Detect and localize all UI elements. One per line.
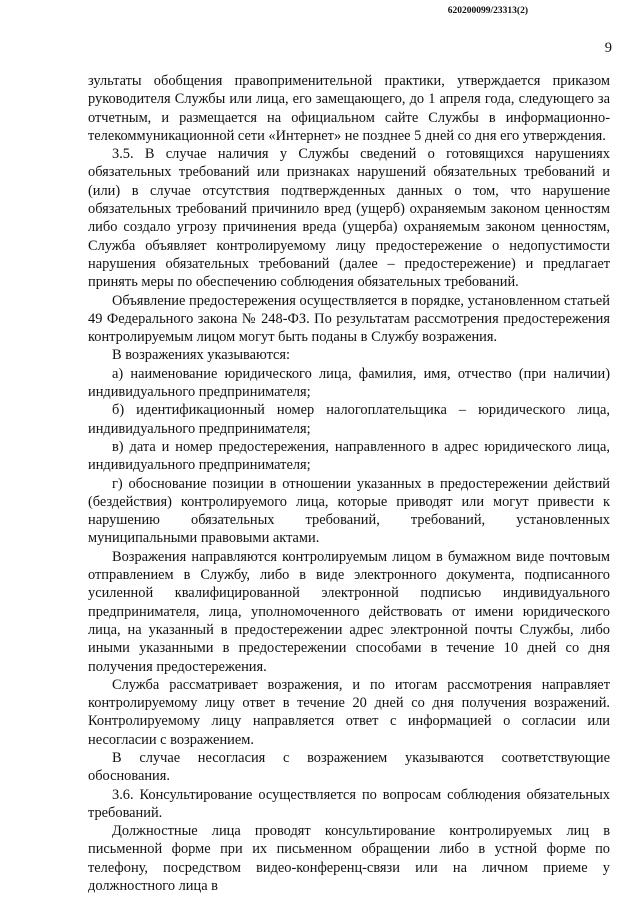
paragraph: 3.6. Консультирование осуществляется по вопросам соблюдения обязательных требований. [88, 786, 610, 821]
list-item: б) идентификационный номер налогоплательщика – юридического лица, индивидуального предпринимателя; [88, 402, 610, 437]
document-id: 620200099/23313(2) [447, 6, 528, 16]
paragraph: Должностные лица проводят консультирование контролируемых лиц в письменной форме при их письменном обращении либо в устной форме по телефону, посредством видео-конференц-связи или на личном приеме у должностного лица в [88, 823, 610, 895]
page-number: 9 [604, 40, 612, 56]
paragraph: Объявление предостережения осуществляется в порядке, установленном статьей 49 Федерального закона № 248-ФЗ. По результатам рассмотрения предостережения контролируемым лицом могут быть поданы в Службу возражения. [88, 292, 610, 346]
list-item: а) наименование юридического лица, фамилия, имя, отчество (при наличии) индивидуального предпринимателя; [88, 365, 610, 401]
paragraph: В случае несогласия с возражением указываются соответствующие обоснования. [88, 749, 610, 785]
paragraph: 3.5. В случае наличия у Службы сведений о готовящихся нарушениях обязательных требований или признаках нарушений обязательных требований и (или) в случае отсутствия подтвержденных данных о том, что нарушение обязательных требований причинило вред (ущерб) охраняемым законом ценностям либо создало угрозу причинения вреда (ущерба) охраняемым законом ценностям, Служба объявляет контролируемому лицу предостережение о недопустимости нарушения обязательных требований (далее – предостережение) и предлагает принять меры по обеспечению соблюдения обязательных требований. [88, 146, 610, 291]
paragraph: Возражения направляются контролируемым лицом в бумажном виде почтовым отправлением в Службу, либо в виде электронного документа, подписанного усиленной квалифицированной электронной подписью индивидуального предпринимателя, лица, уполномоченного действовать от имени юридического лица, на указанный в предостережении адрес электронной почты Службы, либо иными указанными в предостережении способами в течение 10 дней со дня получения предостережения. [88, 548, 610, 675]
paragraph: Служба рассматривает возражения, и по итогам рассмотрения направляет контролируемому лицу ответ в течение 20 дней со дня получения возражений. Контролируемому лицу направляется ответ с информацией о согласии или несогласии с возражением. [88, 676, 610, 748]
body-text [88, 72, 610, 895]
list-item: г) обоснование позиции в отношении указанных в предостережении действий (бездействия) контролируемого лица, которые приводят или могут привести к нарушению обязательных требований, требований, установленных муниципальными правовыми актами. [88, 475, 610, 547]
list-item: в) дата и номер предостережения, направленного в адрес юридического лица, индивидуального предпринимателя; [88, 438, 610, 474]
paragraph: зультаты обобщения правоприменительной практики, утверждается приказом руководителя Службы или лица, его замещающего, до 1 апреля года, следующего за отчетным, и размещается на официальном сайте Службы в информационно-телекоммуникационной сети «Интернет» не позднее 5 дней со дня его утверждения. [88, 73, 610, 144]
paragraph: В возражениях указываются: [112, 347, 291, 364]
